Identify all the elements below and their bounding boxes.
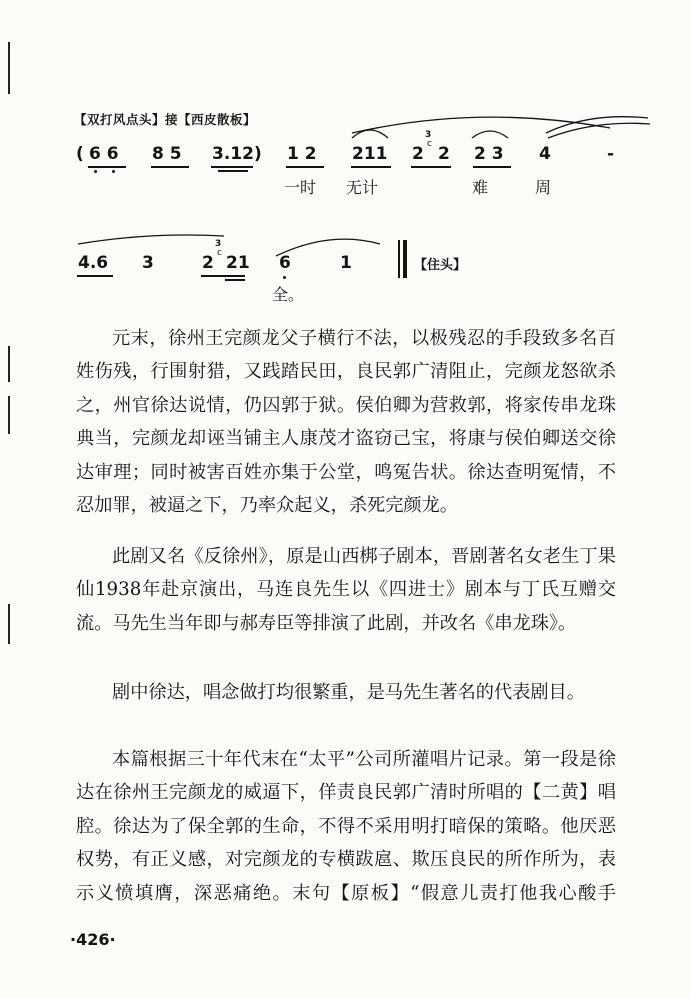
note-group: 1	[340, 253, 352, 273]
paragraph: 元末，徐州王完颜龙父子横行不法，以极残忍的手段致多名百姓伤残，行围射猎，又践踏民田，良民郭广清阻止，完颜龙怒欲杀之，州官徐达说情，仍囚郭于狱。侯伯卿为营救郭，将家传串龙珠典当，完颜龙却诬当铺主人康茂才盗窃己宝，将康与侯伯卿送交徐达审理；同时被害百姓亦集于公堂，鸣冤告状。徐达查明冤情，不忍加罪，被逼之下，乃率众起义，杀死完颜龙。	[76, 328, 616, 517]
note-group: 2	[438, 144, 450, 164]
scan-edge-mark	[8, 346, 10, 382]
beat-underline	[218, 170, 248, 172]
low-octave-dot	[112, 170, 115, 173]
note-group: 21	[226, 253, 250, 273]
beat-underline	[351, 166, 391, 168]
note-group: 6 6	[89, 144, 119, 164]
end-label: 【住头】	[414, 258, 467, 273]
beat-underline	[473, 166, 511, 168]
lyric: 全。	[272, 285, 305, 304]
note-group: 2	[412, 144, 424, 164]
beat-underline	[411, 166, 451, 168]
low-octave-dot	[94, 170, 97, 173]
lyric: 一时	[284, 178, 317, 197]
paragraph: 此剧又名《反徐州》，原是山西梆子剧本，晋剧著名女老生丁果仙1938年赴京演出，马连良先生以《四进士》剧本与丁氏互赠交流。马先生当年即与郝寿臣等排演了此剧，并改名《串龙珠》。	[76, 546, 616, 634]
note-group: 2	[202, 253, 214, 273]
paragraph: 本篇根据三十年代末在“太平”公司所灌唱片记录。第一段是徐达在徐州王完颜龙的威逼下，佯责良民郭广清时所唱的【二黄】唱腔。徐达为了保全郭的生命，不得不采用明打暗保的策略。他厌恶权势，有正义感，对完颜龙的专横跋扈、欺压良民的所作所为，表示义愤填膺，深恶痛绝。末句【原板】“假意儿责打他我心酸手	[76, 749, 616, 904]
beat-underline	[225, 279, 245, 281]
note-group: 6	[279, 253, 291, 273]
beat-underline	[88, 166, 126, 168]
final-barline	[403, 240, 407, 278]
beat-underline	[151, 166, 189, 168]
beat-underline	[201, 275, 245, 277]
note-group: 4	[539, 144, 551, 164]
scan-edge-mark	[8, 604, 10, 644]
grace-note: 3	[215, 239, 222, 249]
note-group: 1 2	[287, 144, 317, 164]
lyric: 无计	[346, 178, 379, 197]
page-number: ·426·	[70, 930, 116, 949]
grace-note: 3	[425, 130, 432, 140]
low-octave-dot	[283, 276, 286, 279]
lyric: 难	[472, 178, 489, 197]
final-barline	[398, 240, 400, 278]
paragraph: 剧中徐达，唱念做打均很繁重，是马先生著名的代表剧目。	[112, 682, 585, 703]
scan-edge-mark	[8, 396, 10, 434]
lyric: 周	[535, 178, 552, 197]
beat-underline	[286, 166, 324, 168]
note-group: 3.12)	[212, 144, 262, 164]
grace-note: c	[427, 139, 432, 149]
note-group: 8 5	[152, 144, 182, 164]
note-group: -	[607, 144, 615, 164]
note-group: 3	[142, 253, 154, 273]
beat-underline	[211, 166, 253, 168]
grace-note: c	[217, 248, 222, 258]
note-group: 2 3	[474, 144, 504, 164]
note-group: 211	[352, 144, 388, 164]
note-group: 4.6	[78, 253, 109, 273]
open-paren: (	[76, 144, 84, 164]
beat-underline	[77, 275, 113, 277]
score-heading: 【双打风点头】接【西皮散板】	[74, 112, 257, 127]
